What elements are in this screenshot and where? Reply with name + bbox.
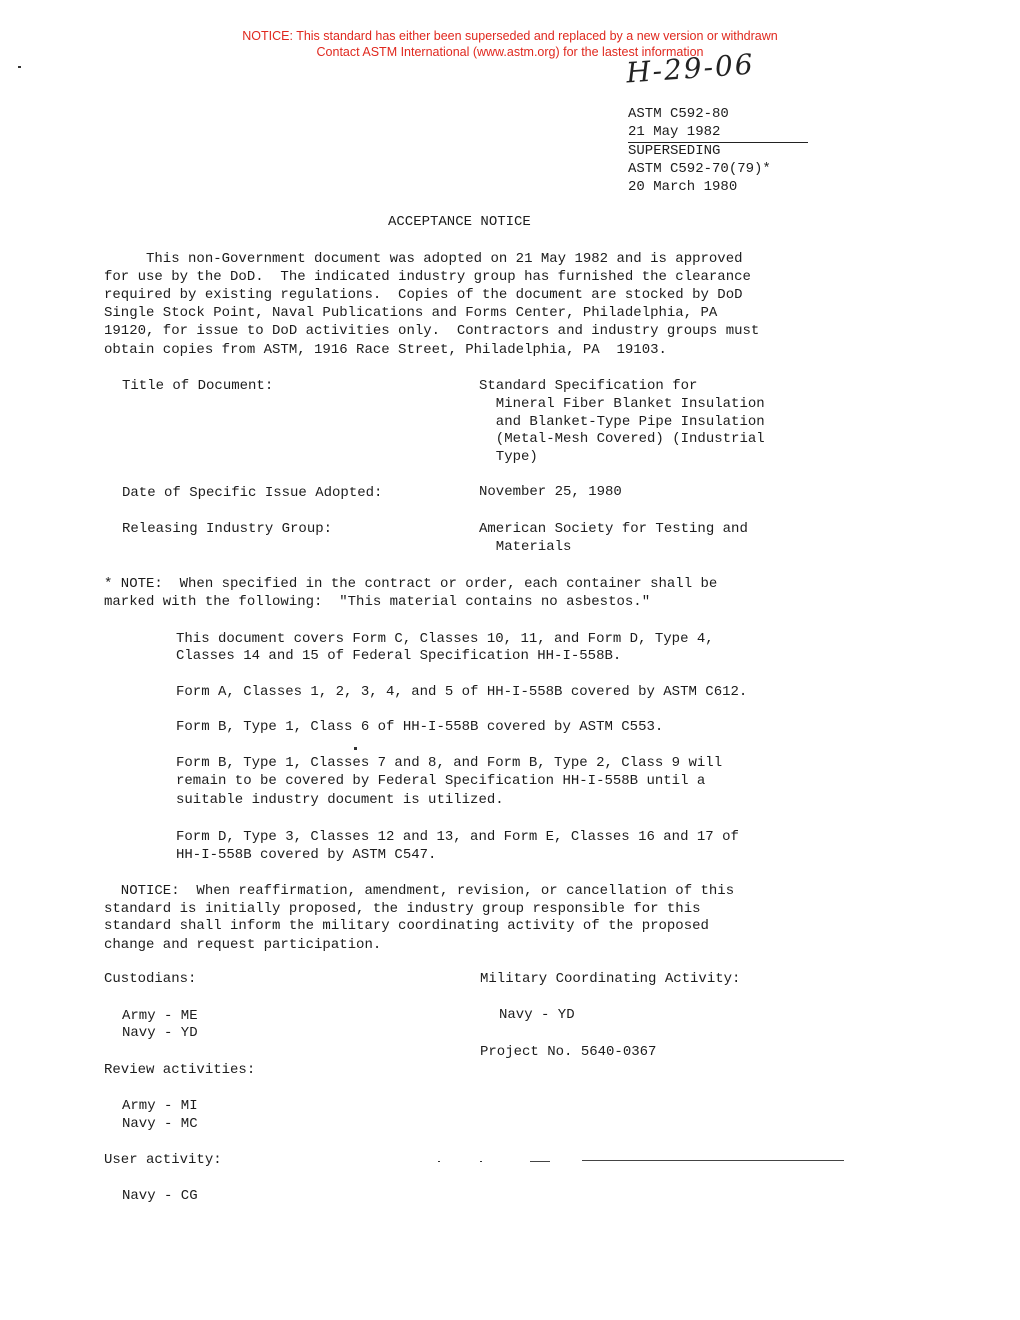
handwritten-annotation: H-29-06 [625, 47, 756, 90]
superseding-label: SUPERSEDING [628, 143, 721, 159]
group-value-line: American Society for Testing and [479, 521, 748, 537]
notice-line: change and request participation. [104, 937, 382, 953]
user-navy: Navy - CG [122, 1188, 198, 1204]
notice-line: standard shall inform the military coordinating activity of the proposed [104, 918, 709, 934]
custodian-navy: Navy - YD [122, 1025, 198, 1041]
custodians-label: Custodians: [104, 971, 197, 987]
title-value-line: Type) [479, 449, 538, 465]
review-army: Army - MI [122, 1098, 198, 1114]
intro-line: This non-Government document was adopted on 21 May 1982 and is approved [104, 251, 743, 267]
military-navy: Navy - YD [499, 1007, 575, 1023]
title-value-line: Mineral Fiber Blanket Insulation [479, 396, 765, 412]
issue-date-label: Date of Specific Issue Adopted: [122, 485, 383, 501]
supersession-notice-line1: NOTICE: This standard has either been superseded and replaced by a new version or withdrawn [242, 29, 778, 43]
title-of-document-label: Title of Document: [122, 378, 274, 394]
coverage-line: Form B, Type 1, Classes 7 and 8, and Form B, Type 2, Class 9 will [176, 755, 723, 771]
industry-group-label: Releasing Industry Group: [122, 521, 333, 537]
intro-line: obtain copies from ASTM, 1916 Race Street, Philadelphia, PA 19103. [104, 342, 667, 358]
doc-number: ASTM C592-80 [628, 106, 729, 122]
scan-dash [530, 1161, 550, 1162]
title-value-line: and Blanket-Type Pipe Insulation [479, 414, 765, 430]
coverage-line: This document covers Form C, Classes 10, 11, and Form D, Type 4, [176, 631, 714, 647]
intro-line: required by existing regulations. Copies of the document are stocked by DoD [104, 287, 743, 303]
signature-line [582, 1160, 844, 1161]
superseded-number: ASTM C592-70(79)* [628, 161, 771, 177]
project-number: Project No. 5640-0367 [480, 1044, 657, 1060]
coverage-line: remain to be covered by Federal Specification HH-I-558B until a [176, 773, 706, 789]
superseded-date: 20 March 1980 [628, 179, 738, 195]
coverage-line: Classes 14 and 15 of Federal Specification HH-I-558B. [176, 648, 622, 664]
asbestos-note-line: marked with the following: "This material contains no asbestos." [104, 594, 651, 610]
intro-line: Single Stock Point, Naval Publications and Forms Center, Philadelphia, PA [104, 305, 718, 321]
coverage-line: Form D, Type 3, Classes 12 and 13, and Form E, Classes 16 and 17 of [176, 829, 739, 845]
title-value-line: Standard Specification for [479, 378, 698, 394]
page-title: ACCEPTANCE NOTICE [388, 214, 531, 230]
coverage-line: Form A, Classes 1, 2, 3, 4, and 5 of HH-I-558B covered by ASTM C612. [176, 684, 748, 700]
intro-line: 19120, for issue to DoD activities only. Contractors and industry groups must [104, 323, 760, 339]
military-coordinating-label: Military Coordinating Activity: [480, 971, 741, 987]
coverage-line: HH-I-558B covered by ASTM C547. [176, 847, 437, 863]
user-activity-label: User activity: [104, 1152, 222, 1168]
doc-date: 21 May 1982 [628, 124, 721, 140]
scan-mark [438, 1161, 440, 1162]
scan-mark [18, 66, 21, 68]
intro-line: for use by the DoD. The indicated industry group has furnished the clearance [104, 269, 751, 285]
asbestos-note-line: * NOTE: When specified in the contract or order, each container shall be [104, 576, 718, 592]
coverage-line: suitable industry document is utilized. [176, 792, 504, 808]
custodian-army: Army - ME [122, 1008, 198, 1024]
issue-date-value: November 25, 1980 [479, 484, 622, 500]
review-navy: Navy - MC [122, 1116, 198, 1132]
scan-mark [354, 747, 357, 750]
title-value-line: (Metal-Mesh Covered) (Industrial [479, 431, 765, 447]
notice-line: NOTICE: When reaffirmation, amendment, revision, or cancellation of this [104, 883, 735, 899]
notice-line: standard is initially proposed, the industry group responsible for this [104, 901, 701, 917]
review-activities-label: Review activities: [104, 1062, 256, 1078]
supersession-notice-line2: Contact ASTM International (www.astm.org) for the lastest information [316, 45, 704, 59]
coverage-line: Form B, Type 1, Class 6 of HH-I-558B covered by ASTM C553. [176, 719, 664, 735]
scan-mark [480, 1161, 482, 1162]
group-value-line: Materials [479, 539, 572, 555]
